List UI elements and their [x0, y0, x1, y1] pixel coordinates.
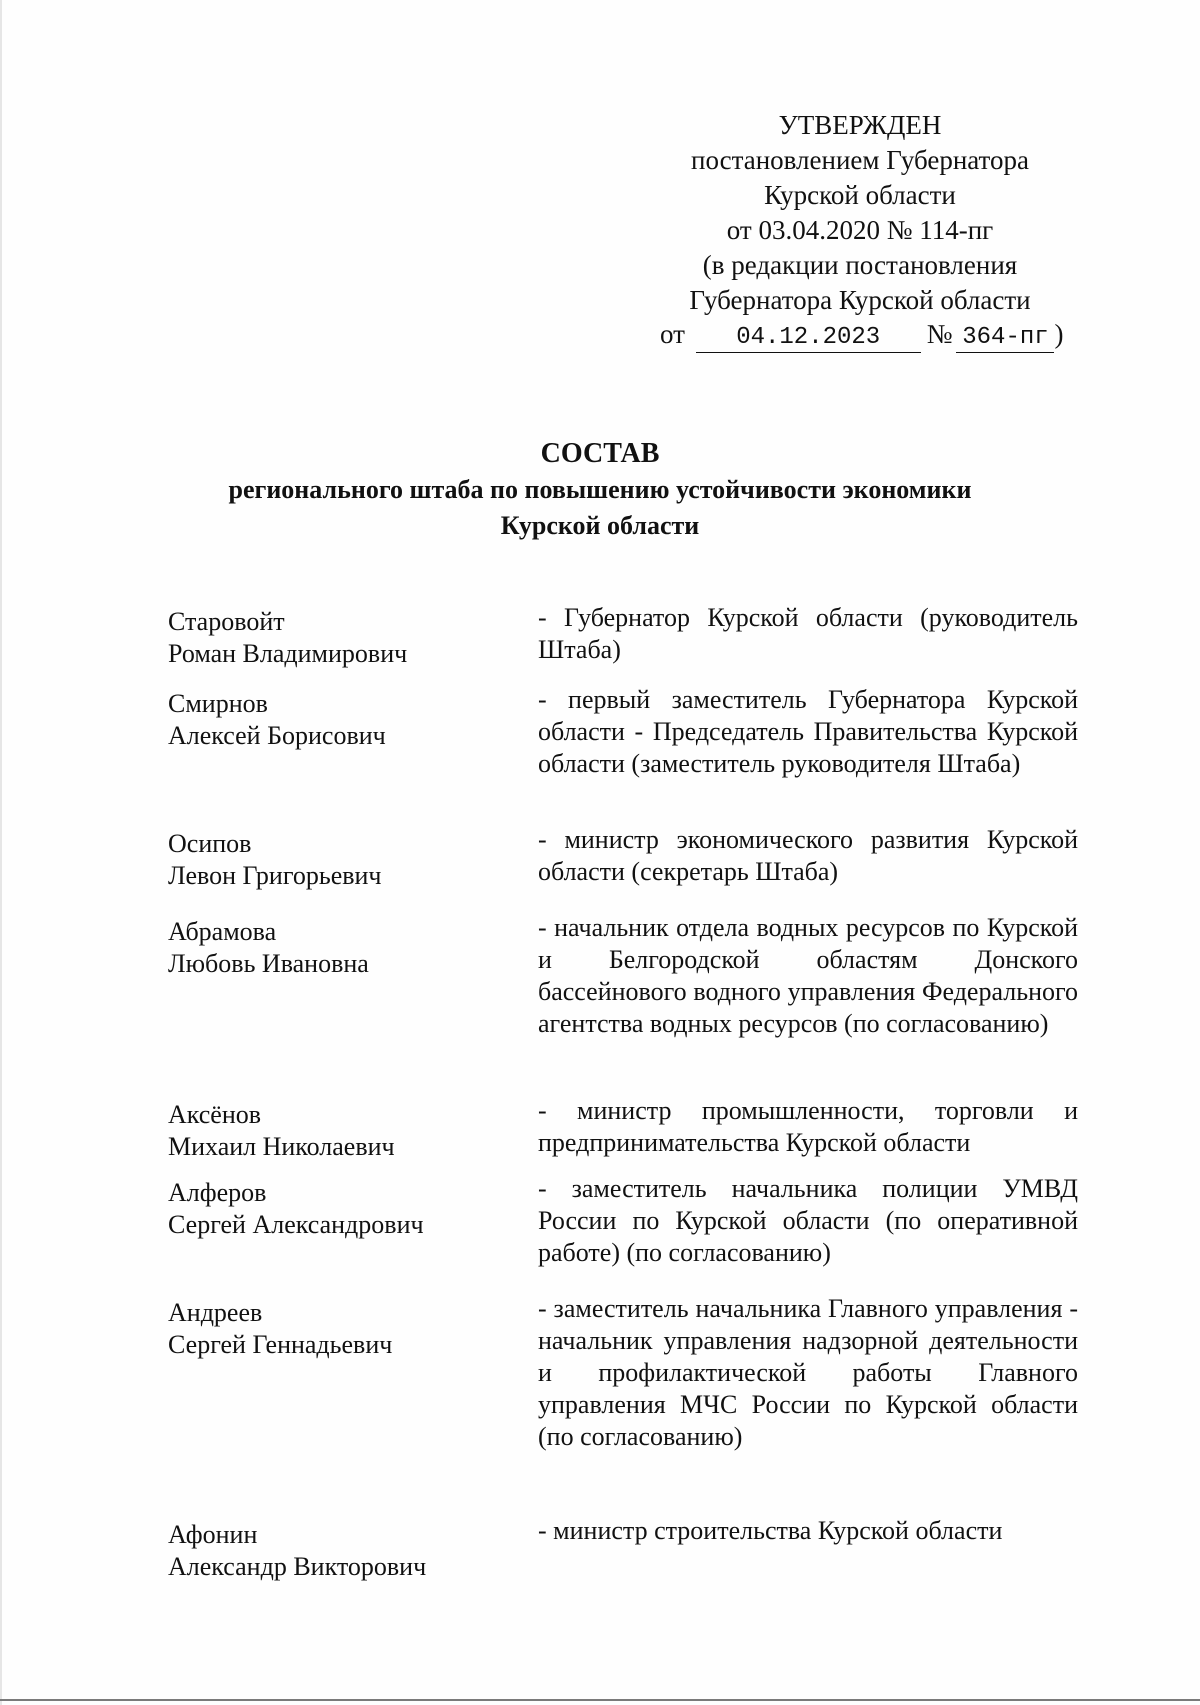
member-role: - начальник отдела водных ресурсов по Курской и Белгородской областям Донского бассейнового водного управления Федерального агентства водных ресурсов (по согласованию)	[538, 913, 1078, 1038]
approval-line-5: Губернатора Курской области	[689, 285, 1031, 315]
member-given-names: Михаил Николаевич	[168, 1132, 395, 1161]
members-list	[168, 602, 1088, 1595]
member-surname: Алферов	[168, 1178, 267, 1207]
member-row	[168, 602, 1088, 684]
member-surname: Смирнов	[168, 689, 268, 718]
member-given-names: Любовь Ивановна	[168, 949, 369, 978]
member-role: - министр промышленности, торговли и предпринимательства Курской области	[538, 1096, 1078, 1157]
member-role: - заместитель начальника полиции УМВД России по Курской области (по оперативной работе) (по согласованию)	[538, 1174, 1078, 1267]
member-name	[168, 602, 538, 684]
member-role: - Губернатор Курской области (руководитель Штаба)	[538, 603, 1078, 664]
approval-line-4: (в редакции постановления	[702, 250, 1018, 280]
member-surname: Осипов	[168, 829, 252, 858]
approval-line-2: Курской области	[764, 180, 956, 210]
member-name	[168, 1173, 538, 1293]
date-prefix: от	[660, 319, 685, 349]
member-surname: Абрамова	[168, 917, 277, 946]
approval-line-3: от 03.04.2020 № 114-пг	[726, 215, 994, 245]
number-prefix: №	[926, 319, 953, 349]
member-row	[168, 824, 1088, 912]
title-heading: СОСТАВ	[540, 438, 660, 469]
member-role: - министр строительства Курской области	[538, 1516, 1003, 1545]
member-role: - заместитель начальника Главного управления - начальник управления надзорной деятельности и профилактической работы Главного управления МЧС России по Курской области (по согласованию)	[538, 1294, 1078, 1451]
title-line-1: регионального штаба по повышению устойчивости экономики	[228, 475, 972, 504]
member-surname: Андреев	[168, 1298, 263, 1327]
member-name	[168, 1293, 538, 1515]
member-given-names: Сергей Александрович	[168, 1210, 424, 1239]
member-row	[168, 1515, 1088, 1595]
member-row	[168, 1173, 1088, 1293]
member-name	[168, 1515, 538, 1595]
approval-stamp-block	[660, 108, 1064, 353]
member-role: - министр экономического развития Курской области (секретарь Штаба)	[538, 825, 1078, 886]
member-row	[168, 1293, 1088, 1515]
title-line-2: Курской области	[500, 511, 700, 540]
member-surname: Афонин	[168, 1520, 258, 1549]
member-name	[168, 1095, 538, 1173]
approval-status: УТВЕРЖДЕН	[778, 110, 942, 140]
member-row	[168, 684, 1088, 824]
approval-date-line	[660, 317, 1064, 353]
closing-paren: )	[1054, 319, 1064, 349]
member-given-names: Александр Викторович	[168, 1552, 427, 1581]
member-surname: Аксёнов	[168, 1100, 262, 1129]
member-given-names: Алексей Борисович	[168, 721, 386, 750]
member-name	[168, 912, 538, 1095]
amendment-date: 04.12.2023	[696, 324, 921, 353]
member-row	[168, 1095, 1088, 1173]
member-name	[168, 824, 538, 912]
member-role: - первый заместитель Губернатора Курской области - Председатель Правительства Курской области (заместитель руководителя Штаба)	[538, 685, 1078, 778]
document-title	[150, 436, 1050, 544]
amendment-number: 364-пг	[956, 324, 1054, 353]
member-given-names: Левон Григорьевич	[168, 861, 382, 890]
scan-bottom-edge	[0, 1699, 1200, 1701]
member-given-names: Сергей Геннадьевич	[168, 1330, 393, 1359]
scan-left-edge	[0, 0, 2, 1705]
member-given-names: Роман Владимирович	[168, 639, 408, 668]
member-row	[168, 912, 1088, 1095]
member-surname: Старовойт	[168, 607, 285, 636]
approval-line-1: постановлением Губернатора	[691, 145, 1029, 175]
member-name	[168, 684, 538, 824]
